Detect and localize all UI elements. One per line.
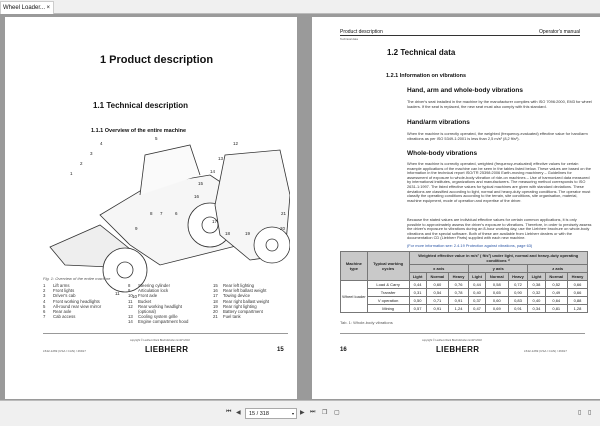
value-cell: 0,91 [449,297,469,305]
cycle-cell: V operation [367,297,409,305]
value-cell: 0,37 [468,297,485,305]
cross-reference-link[interactable]: (For more information see: 2.4.19 Protection against vibrations, page 63) [407,243,533,248]
value-cell: 0,91 [426,305,448,313]
copyright: copyright © Liebherr-Werk Bischofshofen GmbH 2018 [130,339,190,342]
legend-label: Rear working headlight [138,303,182,309]
subsection-title: 1.2.1 Information on vibrations [386,73,467,79]
value-cell: 0,32 [528,289,545,297]
axis-header: y axis [468,265,527,273]
level-header: Heavy [508,273,528,281]
legend-column [128,283,213,325]
table-row [341,289,588,297]
value-cell: 0,31 [409,289,426,297]
legend-number: 3 [43,293,46,299]
legend-number: 7 [43,314,46,320]
close-tab-icon[interactable]: × [46,5,50,11]
figure-caption: Fig. 1: Overview of the entire machine [43,276,111,281]
legend-number: 13 [128,314,133,320]
value-cell: 1,28 [568,305,588,313]
callout-13: 13 [218,156,224,161]
legend-label: Rear left ballast weight [223,288,267,294]
header-left: Product description [340,29,383,35]
legend-label: Articulation lock [138,288,169,294]
legend-number: 5 [43,303,46,309]
value-cell: 0,66 [568,281,588,289]
tab-bar [0,0,600,14]
page-indicator: 15 / 318 [249,411,269,417]
document-viewer[interactable] [0,14,600,400]
section-title: 1.2 Technical data [387,48,456,57]
callout-2: 2 [80,161,83,166]
legend-number: 14 [128,319,133,325]
callout-11: 11 [115,291,120,296]
viewer-toolbar [0,400,600,426]
value-cell: 0,44 [409,281,426,289]
legend-number: 8 [128,283,131,288]
heading-hand-arm: Hand/arm vibrations [407,119,470,126]
legend-item [128,319,213,324]
legend-number: 15 [213,283,218,288]
paragraph: When the machine is correctly operated, the weighted (frequency-evaluated) effective value for hand/arm vibrations as per ISO 5349-1:2001 is less than 2,5 m/s² (8,2 ft/s²). [407,131,588,141]
paragraph: Because the stated values are individual effective values for certain common applications, it is only possible to approximately assess the driver's exposure to vibrations. Therefore, in order to precisely assess the driver's exposure to vibrations during an 8-hour working day, use the Liebherr brochure on whole-body vibrations and the special software. Both of these are available from Liebherr dealers or with the documentation CD (Liebherr Parts) supplied with each new machine. [407,217,592,241]
callout-18: 18 [225,231,231,236]
legend-label: Towing device [223,293,250,299]
value-cell: 0,69 [486,305,508,313]
legend-number: 18 [213,298,218,304]
level-header: Light [528,273,545,281]
chapter-title: 1 Product description [100,54,214,66]
next-page-icon[interactable]: ▶ [300,410,305,416]
callout-17: 17 [212,219,218,224]
legend-item [213,314,293,319]
footer-divider [43,333,288,334]
value-cell: 0,64 [545,297,567,305]
table-row [341,297,588,305]
value-cell: 0,34 [528,305,545,313]
copyright: copyright © Liebherr-Werk Bischofshofen GmbH 2018 [422,339,482,342]
legend-label: Rear axle [53,309,72,315]
last-page-icon[interactable]: ⏭ [310,409,316,415]
copy-icon[interactable]: ❐ [322,410,328,416]
page-number: 15 [277,347,284,353]
callout-3: 3 [90,151,93,156]
footer-divider [340,333,585,334]
legend-label: Cooling system grille [138,314,178,320]
level-header: Heavy [449,273,469,281]
level-header: Light [409,273,426,281]
first-page-icon[interactable]: ⏮ [226,409,232,415]
legend-number: 10 [128,293,133,299]
col-machine-type: Machine type [341,252,368,281]
value-cell: 1,24 [449,305,469,313]
callout-20: 20 [280,226,286,231]
liebherr-logo: LIEBHERR [436,345,480,354]
value-cell: 0,81 [545,305,567,313]
legend-label: Front lights [53,288,75,294]
header-sub: Technical data [340,37,358,41]
col-weighted-value: Weighted effective value in m/s² ( ft/s²) under light, normal and heavy-duty operating conditions ¹⁾ [409,252,587,265]
level-header: Normal [545,273,567,281]
level-header: Light [468,273,485,281]
page-16 [312,17,600,399]
value-cell: 0,49 [545,289,567,297]
legend-number: 4 [43,298,46,304]
cycle-cell: Transfer [367,289,409,297]
heading-whole-body: Whole-body vibrations [407,150,478,157]
level-header: Normal [486,273,508,281]
legend-label: Engine compartment hood [138,319,189,325]
value-cell: 0,58 [486,281,508,289]
section-title: 1.1 Technical description [93,101,188,110]
legend-number: 17 [213,293,218,299]
header-right: Operator's manual [539,29,580,35]
document-tab[interactable] [0,1,54,14]
legend-label: Battery compartment [223,309,263,315]
legend-column [43,283,128,325]
legend-number: 20 [213,309,218,315]
level-header: Normal [426,273,448,281]
callout-15: 15 [198,181,204,186]
legend-label: Lift arms [53,283,70,288]
legend-number: 21 [213,314,218,320]
callout-14: 14 [210,169,216,174]
value-cell: 0,71 [426,297,448,305]
legend-number: 16 [213,288,218,294]
legend-label: Rear right lighting [223,303,257,309]
paragraph: The driver's seat installed in the machine by the manufacturer complies with ISO 7096:2000, EM3 for wheel loaders. If the seat is replaced, the new seat must also comply with this standard. [407,99,592,109]
value-cell: 0,76 [449,281,469,289]
legend-number: 12 [128,303,133,309]
page-15 [5,17,297,399]
legend-label: Front axle [138,293,158,299]
value-cell: 0,57 [409,305,426,313]
callout-12: 12 [233,141,239,146]
value-cell: 0,47 [468,305,485,313]
value-cell: 0,54 [426,289,448,297]
cycle-cell: Load & Carry [367,281,409,289]
value-cell: 0,65 [486,289,508,297]
legend-label: Driver's cab [53,293,76,299]
value-cell: 0,78 [449,289,469,297]
value-cell: 0,60 [486,297,508,305]
legend-column [213,283,293,325]
axis-header: z axis [528,265,588,273]
heading-hand-arm-whole: Hand, arm and whole-body vibrations [407,87,523,94]
value-cell: 0,52 [545,281,567,289]
value-cell: 0,72 [508,281,528,289]
value-cell: 0,50 [409,297,426,305]
legend-number: 2 [43,288,46,294]
table-row [341,281,588,289]
paragraph: When the machine is correctly operated, weighted (frequency-evaluated) effective values for certain example applications of the machine can be seen in the tables listed below. These values are based on the information in the technical report ISO/TR 25398:2006 Earth-moving machinery – Guidelines for assessment of exposure to whole-body vibration of ride-on machines – Use of harmonized data measured by international institutes, organizations and manufacturers. The measuring method corresponds to ISO 2631-1:1997. The listed effective values for typical machines are given with standard deviations. These deviations are classified according to light, normal and heavy-duty operating conditions. The operator must classify the operating conditions according to the terrain, site conditions, site organisation, material, machine equipment, mode of operation and expertise of the driver. [407,161,591,203]
legend-number: 11 [128,298,133,304]
callout-4: 4 [100,141,103,146]
legend-number: 19 [213,303,218,309]
value-cell: 0,44 [468,281,485,289]
value-cell: 0,60 [426,281,448,289]
running-header [340,29,580,36]
value-cell: 0,66 [568,289,588,297]
legend-number: 1 [43,283,46,288]
page-number: 16 [340,347,347,353]
tab-title: Wheel Loader... [3,5,46,11]
cycle-cell: Mining [367,305,409,313]
liebherr-logo: LIEBHERR [145,345,189,354]
paste-icon[interactable]: ▢ [334,410,340,416]
col-working-cycles: Typical working cycles [367,252,409,281]
legend-label: All-round rear view mirror [53,303,102,309]
callout-9: 9 [135,226,138,231]
callout-16: 16 [194,194,200,199]
legend-number: 6 [43,309,46,315]
legend-label: Fuel tank [223,314,241,320]
dropdown-arrow-icon[interactable]: ▾ [291,411,294,416]
value-cell: 0,91 [508,305,528,313]
doc-id: L542-1269 (USA / CAN) / 46917 [43,349,86,353]
callout-21: 21 [281,211,287,216]
previous-page-icon[interactable]: ◀ [236,410,241,416]
level-header: Heavy [568,273,588,281]
callout-10: 10 [132,294,138,299]
value-cell: 0,90 [508,289,528,297]
callout-5: 5 [155,136,158,141]
legend-label: (optional) [138,309,156,315]
table-row [341,305,588,313]
figure-legend [43,283,293,325]
legend-label: Bucket [138,298,152,304]
callout-8: 8 [150,211,153,216]
legend-number: 9 [128,288,131,294]
value-cell: 0,40 [468,289,485,297]
machine-type-cell: Wheel loader [341,281,368,313]
vibration-table [340,251,588,313]
callout-7: 7 [160,211,163,216]
value-cell: 0,38 [528,281,545,289]
axis-header: x axis [409,265,468,273]
legend-label: Front working headlights [53,298,100,304]
legend-label: Rear left lighting [223,283,255,288]
value-cell: 0,40 [528,297,545,305]
value-cell: 0,83 [508,297,528,305]
legend-label: Rear right ballast weight [223,298,270,304]
table-caption: Tab. 1: Whole-body vibrations [340,320,393,325]
subsection-title: 1.1.1 Overview of the entire machine [91,128,187,134]
page-number-input[interactable] [245,408,297,419]
single-page-view-icon[interactable]: ▯ [578,410,582,416]
callout-6: 6 [175,211,178,216]
legend-label: Steering cylinder [138,283,171,288]
doc-id: L542-1269 (USA / CAN) / 46917 [524,349,567,353]
legend-item [43,314,128,319]
double-page-view-icon[interactable]: ▯ [588,410,592,416]
value-cell: 0,88 [568,297,588,305]
callout-1: 1 [70,171,73,176]
legend-label: Cab access [53,314,76,320]
callout-19: 19 [245,231,251,236]
